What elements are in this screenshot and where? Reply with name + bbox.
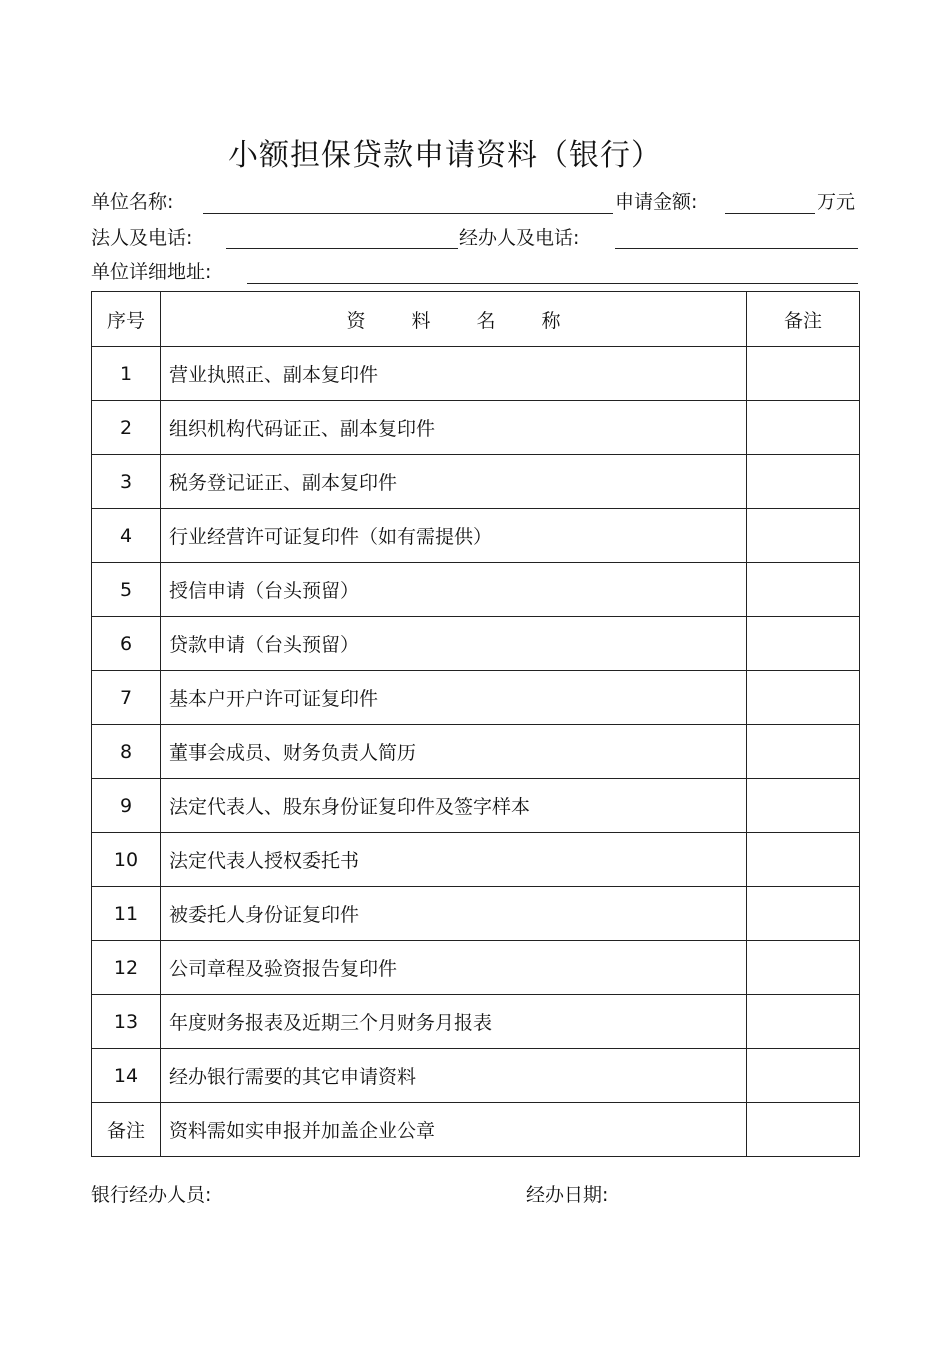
table-row-remark <box>92 1103 860 1157</box>
table-row <box>92 1049 860 1103</box>
row-name: 税务登记证正、副本复印件 <box>161 455 747 509</box>
unit-name-field[interactable] <box>203 213 613 214</box>
row-remark-cell[interactable] <box>747 563 860 617</box>
row-name: 法定代表人授权委托书 <box>161 833 747 887</box>
document-title: 小额担保贷款申请资料（银行） <box>228 138 662 173</box>
header-no: 序号 <box>92 292 161 347</box>
table-row <box>92 455 860 509</box>
row-remark-cell[interactable] <box>747 833 860 887</box>
header-name: 资料名称 <box>161 292 747 347</box>
row-no: 8 <box>92 725 161 779</box>
address-label: 单位详细地址: <box>91 261 212 283</box>
row-no: 1 <box>92 347 161 401</box>
bank-staff-label: 银行经办人员: <box>91 1184 212 1206</box>
row-no: 4 <box>92 509 161 563</box>
table-header-row <box>92 292 860 347</box>
row-no: 10 <box>92 833 161 887</box>
table-row <box>92 509 860 563</box>
row-no: 2 <box>92 401 161 455</box>
table-row <box>92 563 860 617</box>
amount-label: 申请金额: <box>615 191 698 213</box>
table-row <box>92 887 860 941</box>
legal-person-field[interactable] <box>226 248 458 249</box>
row-remark-cell[interactable] <box>747 401 860 455</box>
table-row <box>92 779 860 833</box>
address-field[interactable] <box>247 283 858 284</box>
row-no: 3 <box>92 455 161 509</box>
row-name: 营业执照正、副本复印件 <box>161 347 747 401</box>
materials-table <box>91 291 860 1157</box>
row-no: 12 <box>92 941 161 995</box>
row-name: 法定代表人、股东身份证复印件及签字样本 <box>161 779 747 833</box>
row-name: 被委托人身份证复印件 <box>161 887 747 941</box>
row-remark-cell[interactable] <box>747 1103 860 1157</box>
row-name: 基本户开户许可证复印件 <box>161 671 747 725</box>
handler-label: 经办人及电话: <box>459 227 580 249</box>
row-remark-cell[interactable] <box>747 995 860 1049</box>
table-row <box>92 941 860 995</box>
amount-unit: 万元 <box>817 191 856 213</box>
row-no: 9 <box>92 779 161 833</box>
row-name: 经办银行需要的其它申请资料 <box>161 1049 747 1103</box>
table-row <box>92 671 860 725</box>
table-row <box>92 995 860 1049</box>
row-no: 14 <box>92 1049 161 1103</box>
row-no: 5 <box>92 563 161 617</box>
row-remark-cell[interactable] <box>747 1049 860 1103</box>
row-name: 董事会成员、财务负责人简历 <box>161 725 747 779</box>
row-no: 备注 <box>92 1103 161 1157</box>
table-row <box>92 347 860 401</box>
row-remark-cell[interactable] <box>747 455 860 509</box>
date-label: 经办日期: <box>526 1184 609 1206</box>
row-remark-cell[interactable] <box>747 347 860 401</box>
row-no: 11 <box>92 887 161 941</box>
row-no: 7 <box>92 671 161 725</box>
header-remark: 备注 <box>747 292 860 347</box>
row-no: 6 <box>92 617 161 671</box>
table-row <box>92 725 860 779</box>
row-name: 行业经营许可证复印件（如有需提供） <box>161 509 747 563</box>
row-remark-cell[interactable] <box>747 725 860 779</box>
handler-field[interactable] <box>615 248 858 249</box>
unit-name-label: 单位名称: <box>91 191 174 213</box>
row-remark-cell[interactable] <box>747 617 860 671</box>
row-remark-cell[interactable] <box>747 779 860 833</box>
row-name: 年度财务报表及近期三个月财务月报表 <box>161 995 747 1049</box>
table-row <box>92 833 860 887</box>
legal-person-label: 法人及电话: <box>91 227 193 249</box>
amount-field[interactable] <box>725 213 815 214</box>
row-remark-cell[interactable] <box>747 941 860 995</box>
row-name: 公司章程及验资报告复印件 <box>161 941 747 995</box>
row-remark-cell[interactable] <box>747 887 860 941</box>
row-name: 贷款申请（台头预留） <box>161 617 747 671</box>
row-name: 授信申请（台头预留） <box>161 563 747 617</box>
row-name: 组织机构代码证正、副本复印件 <box>161 401 747 455</box>
table-row <box>92 401 860 455</box>
row-remark-cell[interactable] <box>747 671 860 725</box>
row-no: 13 <box>92 995 161 1049</box>
row-remark-cell[interactable] <box>747 509 860 563</box>
table-row <box>92 617 860 671</box>
row-name: 资料需如实申报并加盖企业公章 <box>161 1103 747 1157</box>
